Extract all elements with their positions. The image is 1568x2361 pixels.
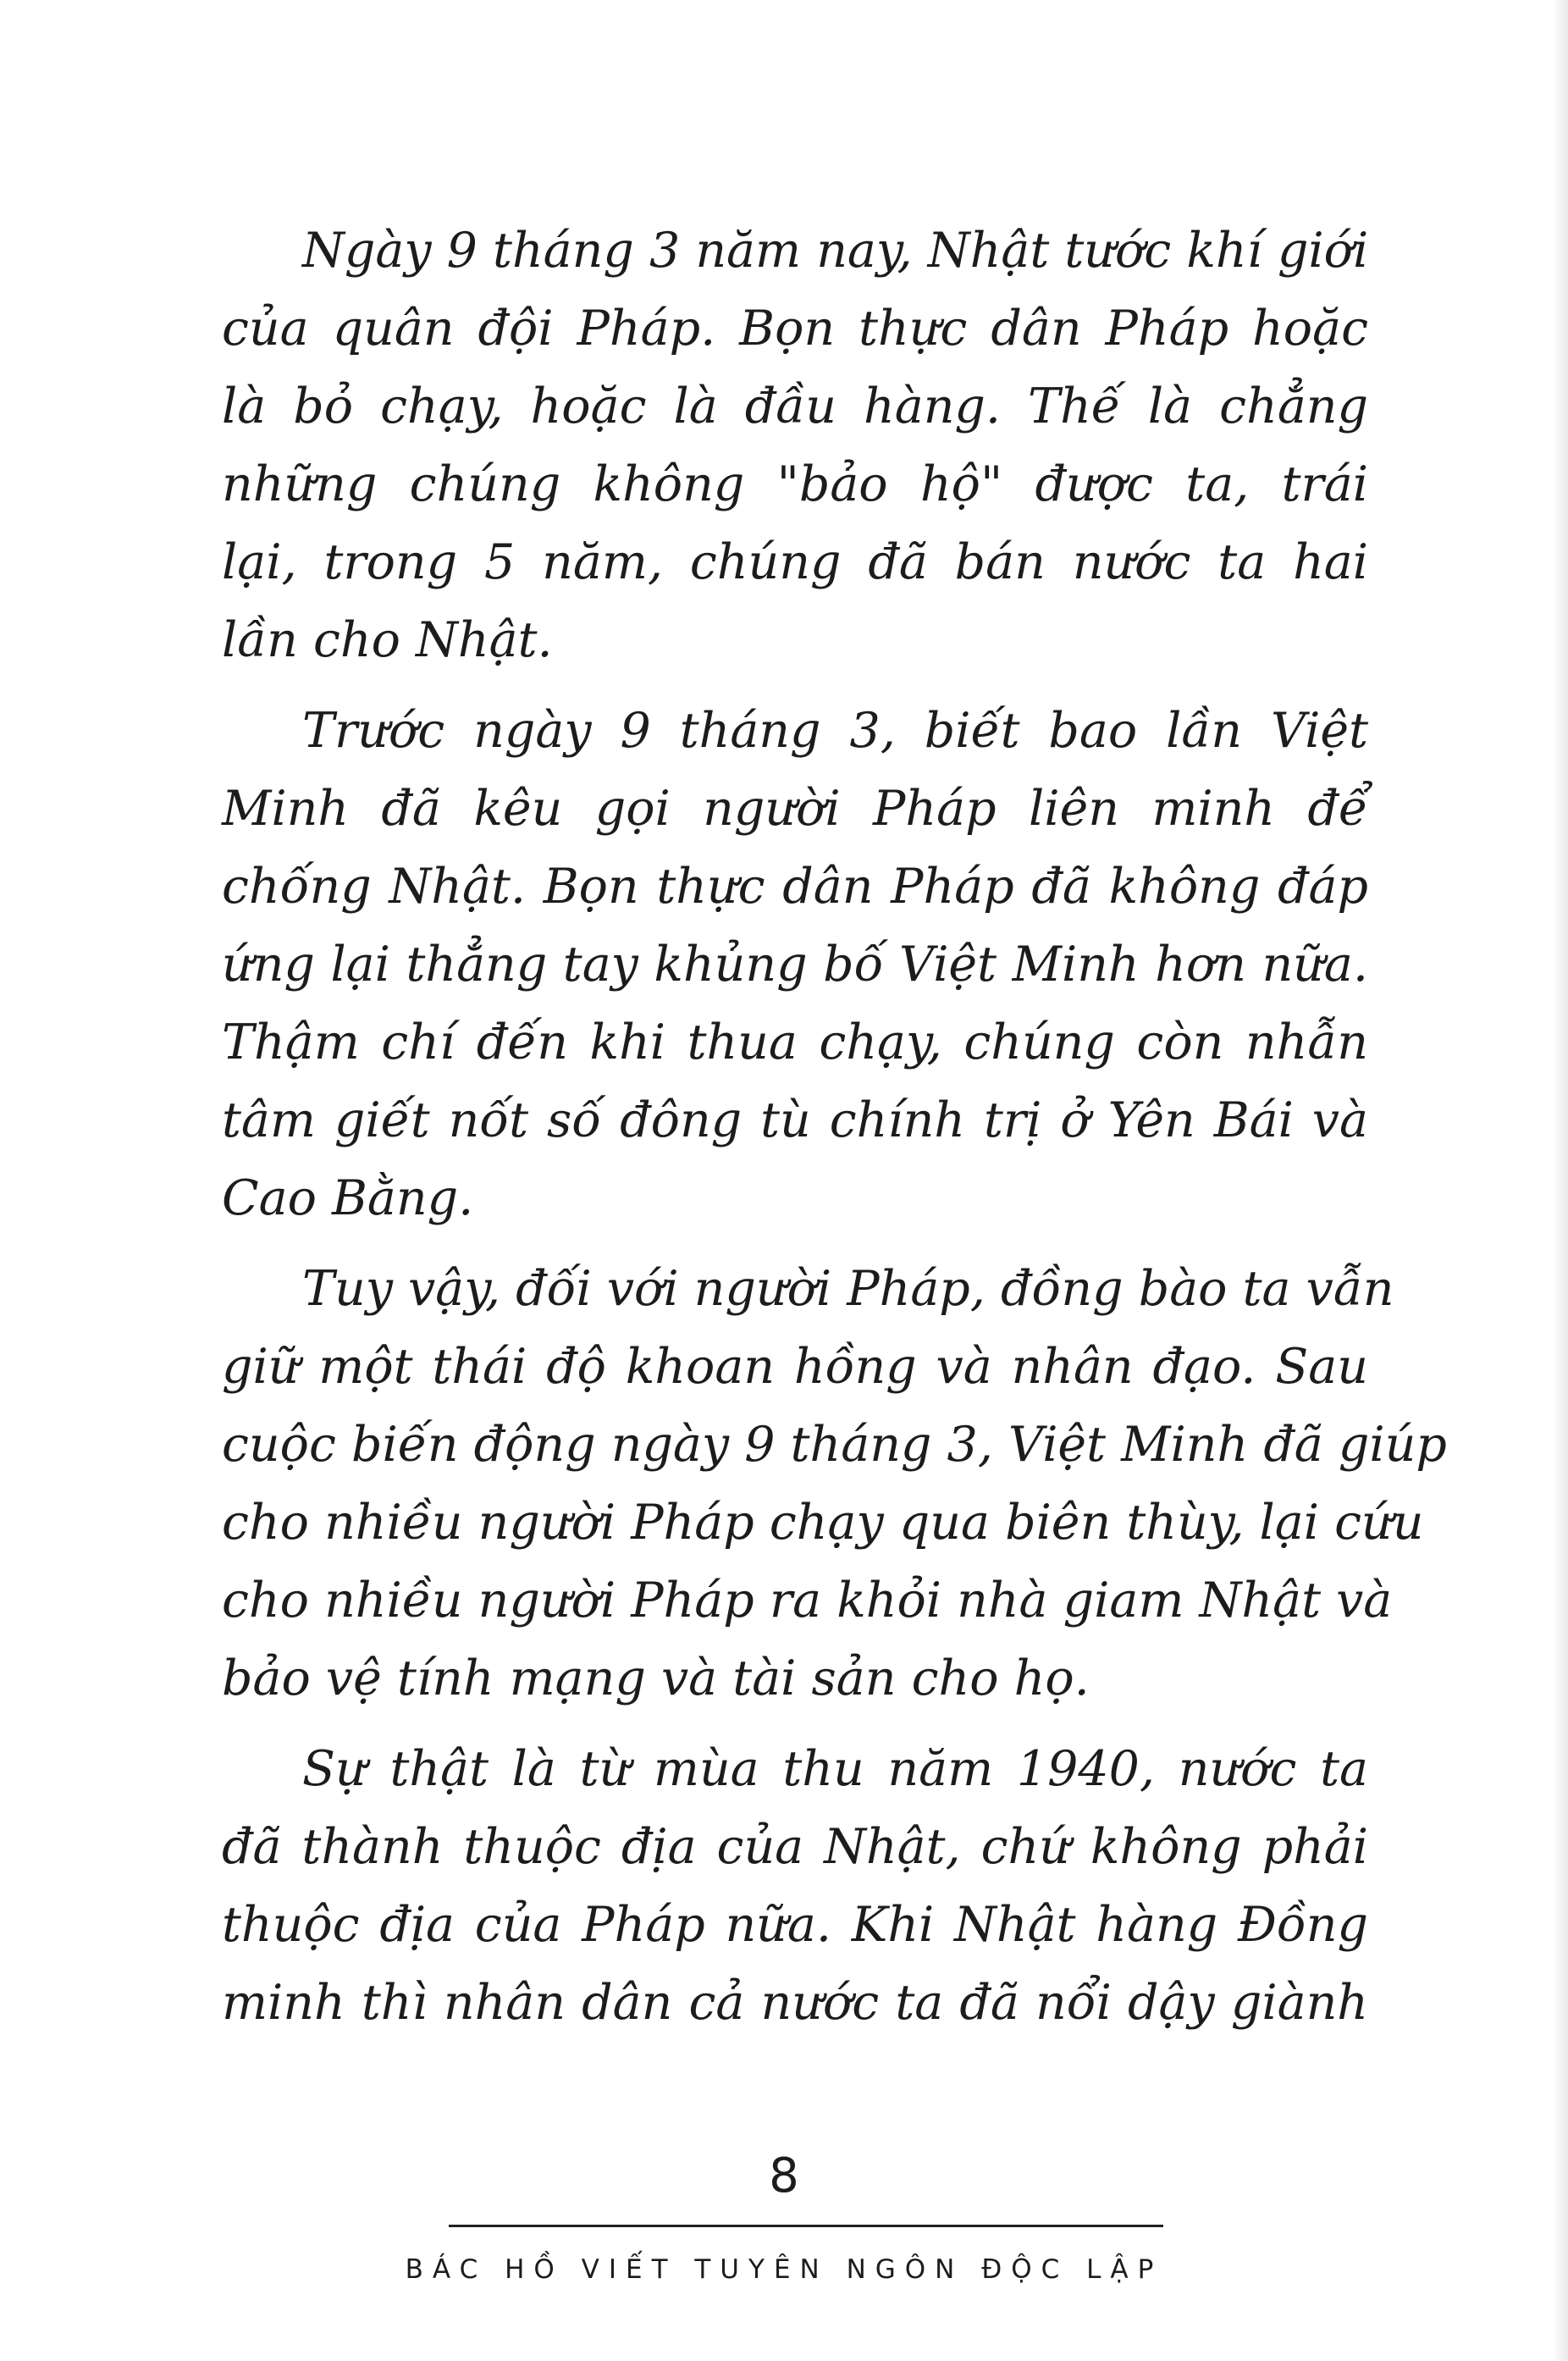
text-line: những chúng không "bảo hộ" được ta, trái bbox=[222, 456, 1368, 512]
text-line: của quân đội Pháp. Bọn thực dân Pháp hoặc bbox=[222, 301, 1368, 357]
page-number: 8 bbox=[769, 2148, 799, 2203]
text-line: lại, trong 5 năm, chúng đã bán nước ta hai bbox=[222, 534, 1368, 590]
text-line: là bỏ chạy, hoặc là đầu hàng. Thế là chẳng bbox=[222, 379, 1368, 434]
text-line: Cao Bằng. bbox=[222, 1170, 474, 1226]
paragraph-1 bbox=[222, 212, 1368, 679]
text-line: giữ một thái độ khoan hồng và nhân đạo. Sau bbox=[222, 1339, 1368, 1395]
text-line: Tuy vậy, đối với người Pháp, đồng bào ta vẫn bbox=[302, 1261, 1394, 1317]
text-line: cuộc biến động ngày 9 tháng 3, Việt Minh đã giúp bbox=[222, 1417, 1447, 1473]
running-footer-title: BÁC HỒ VIẾT TUYÊN NGÔN ĐỘC LẬP bbox=[405, 2254, 1163, 2285]
paragraph-2 bbox=[222, 692, 1368, 1237]
text-line: bảo vệ tính mạng và tài sản cho họ. bbox=[222, 1650, 1090, 1706]
page-edge-shadow bbox=[1553, 0, 1568, 2361]
text-line: cho nhiều người Pháp ra khỏi nhà giam Nhật và bbox=[222, 1573, 1393, 1628]
text-line: ứng lại thẳng tay khủng bố Việt Minh hơn nữa. bbox=[222, 937, 1368, 993]
text-line: đã thành thuộc địa của Nhật, chứ không phải bbox=[222, 1819, 1368, 1875]
text-line: cho nhiều người Pháp chạy qua biên thùy, lại cứu bbox=[222, 1495, 1424, 1551]
body-text bbox=[222, 212, 1447, 2054]
text-line: Sự thật là từ mùa thu năm 1940, nước ta bbox=[302, 1741, 1368, 1797]
text-line: Minh đã kêu gọi người Pháp liên minh để bbox=[222, 781, 1368, 837]
text-line: tâm giết nốt số đông tù chính trị ở Yên Bái và bbox=[222, 1092, 1368, 1148]
footer-divider bbox=[449, 2225, 1163, 2227]
text-line: Trước ngày 9 tháng 3, biết bao lần Việt bbox=[302, 703, 1368, 759]
text-line: lần cho Nhật. bbox=[222, 612, 553, 668]
text-line: thuộc địa của Pháp nữa. Khi Nhật hàng Đồng bbox=[222, 1897, 1368, 1953]
text-line: chống Nhật. Bọn thực dân Pháp đã không đáp bbox=[222, 859, 1368, 915]
text-line: Thậm chí đến khi thua chạy, chúng còn nhẫn bbox=[222, 1015, 1368, 1070]
text-line: minh thì nhân dân cả nước ta đã nổi dậy giành bbox=[222, 1975, 1368, 2031]
paragraph-3 bbox=[222, 1250, 1447, 1717]
paragraph-4 bbox=[222, 1730, 1368, 2042]
text-line: Ngày 9 tháng 3 năm nay, Nhật tước khí giới bbox=[302, 223, 1369, 279]
